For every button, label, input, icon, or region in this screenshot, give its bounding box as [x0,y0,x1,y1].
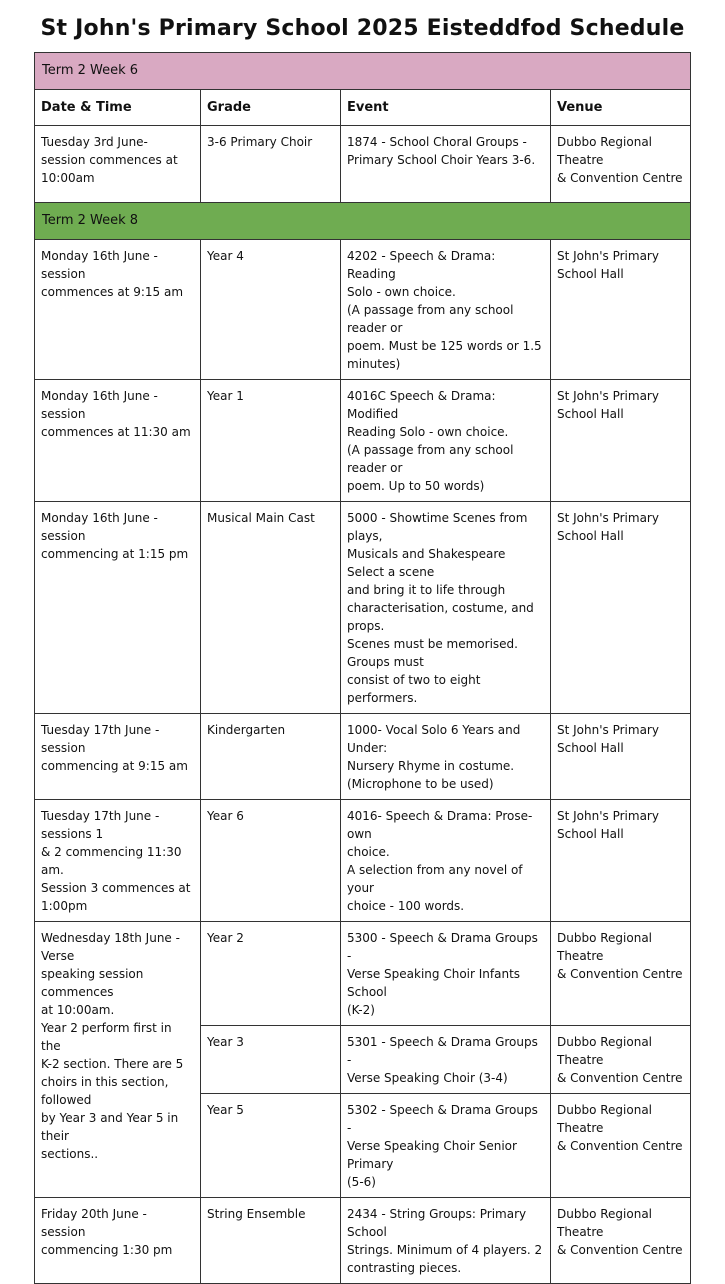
term-row-week6 [35,53,691,90]
cell-line: St John's Primary [557,389,659,403]
venue-cell [551,126,691,203]
table-row [35,126,691,203]
event-cell [341,126,551,203]
cell-line: 10:00am [41,171,95,185]
table-row [35,1198,691,1284]
cell-line: Primary School Choir Years 3-6. [347,153,536,167]
venue-cell [551,240,691,380]
cell-line: Solo - own choice. [347,285,456,299]
cell-line: commences at 11:30 am [41,425,191,439]
venue-cell [551,380,691,502]
cell-line: School Hall [557,407,624,421]
cell-line: and bring it to life through [347,583,506,597]
cell-line: (Microphone to be used) [347,777,494,791]
table-row [35,922,691,1026]
venue-cell [551,714,691,800]
cell-line: Scenes must be memorised. Groups must [347,637,518,669]
cell-line: Friday 20th June - session [41,1207,147,1239]
cell-line: St John's Primary [557,723,659,737]
cell-line: & Convention Centre [557,1071,683,1085]
event-cell [341,502,551,714]
cell-line: 4016- Speech & Drama: Prose- own [347,809,533,841]
cell-line: & Convention Centre [557,1243,683,1257]
cell-line: Dubbo Regional Theatre [557,1207,653,1239]
cell-line: Tuesday 17th June - sessions 1 [41,809,160,841]
cell-line: Tuesday 17th June - session [41,723,160,755]
cell-line: 5302 - Speech & Drama Groups - [347,1103,538,1135]
event-cell [341,922,551,1026]
cell-line: Session 3 commences at [41,881,191,895]
cell-line: Dubbo Regional Theatre [557,931,653,963]
header-event: Event [341,90,551,126]
cell-line: Wednesday 18th June - Verse [41,931,180,963]
cell-line: School Hall [557,529,624,543]
cell-line: (A passage from any school reader or [347,443,514,475]
grade-cell: 3-6 Primary Choir [201,126,341,203]
cell-line: sections.. [41,1147,99,1161]
event-cell [341,714,551,800]
cell-line: 2434 - String Groups: Primary School [347,1207,527,1239]
header-row [35,90,691,126]
date-cell [35,1198,201,1284]
cell-line: by Year 3 and Year 5 in their [41,1111,179,1143]
cell-line: speaking session commences [41,967,144,999]
cell-line: Verse Speaking Choir (3-4) [347,1071,508,1085]
cell-line: Nursery Rhyme in costume. [347,759,515,773]
venue-cell [551,800,691,922]
cell-line: St John's Primary [557,809,659,823]
cell-line: Verse Speaking Choir Senior Primary [347,1139,517,1171]
cell-line: Dubbo Regional Theatre [557,1103,653,1135]
cell-line: characterisation, costume, and props. [347,601,534,633]
cell-line: 1874 - School Choral Groups - [347,135,527,149]
cell-line: 5000 - Showtime Scenes from plays, [347,511,528,543]
term-label: Term 2 Week 6 [35,53,691,90]
grade-cell: String Ensemble [201,1198,341,1284]
venue-cell [551,922,691,1026]
date-cell [35,922,201,1198]
event-cell [341,1026,551,1094]
header-date: Date & Time [35,90,201,126]
cell-line: 5301 - Speech & Drama Groups - [347,1035,538,1067]
cell-line: K-2 section. There are 5 [41,1057,184,1071]
venue-cell [551,502,691,714]
venue-cell [551,1094,691,1198]
grade-cell: Year 1 [201,380,341,502]
cell-line: 4202 - Speech & Drama: Reading [347,249,496,281]
cell-line: commencing at 9:15 am [41,759,188,773]
cell-line: consist of two to eight performers. [347,673,481,705]
cell-line: & 2 commencing 11:30 am. [41,845,182,877]
cell-line: School Hall [557,267,624,281]
cell-line: Reading Solo - own choice. [347,425,509,439]
cell-line: 1:00pm [41,899,88,913]
date-cell [35,502,201,714]
cell-line: (K-2) [347,1003,375,1017]
event-cell [341,1198,551,1284]
grade-cell: Year 6 [201,800,341,922]
cell-line: choice. [347,845,390,859]
cell-line: School Hall [557,827,624,841]
cell-line: Verse Speaking Choir Infants School [347,967,521,999]
cell-line: at 10:00am. [41,1003,115,1017]
event-cell [341,380,551,502]
cell-line: commencing at 1:15 pm [41,547,189,561]
cell-line: poem. Up to 50 words) [347,479,485,493]
cell-line: contrasting pieces. [347,1261,462,1275]
event-cell [341,800,551,922]
cell-line: & Convention Centre [557,967,683,981]
cell-line: A selection from any novel of your [347,863,523,895]
date-cell [35,240,201,380]
header-grade: Grade [201,90,341,126]
cell-line: (A passage from any school reader or [347,303,514,335]
table-row [35,800,691,922]
cell-line: 5300 - Speech & Drama Groups - [347,931,538,963]
cell-line: poem. Must be 125 words or 1.5 [347,339,542,353]
date-cell [35,714,201,800]
cell-line: Tuesday 3rd June- [41,135,148,149]
table-row [35,380,691,502]
cell-line: Monday 16th June - session [41,249,158,281]
date-cell [35,800,201,922]
cell-line: Strings. Minimum of 4 players. 2 [347,1243,543,1257]
cell-line: Monday 16th June - session [41,389,158,421]
page-title: St John's Primary School 2025 Eisteddfod Schedule [40,16,685,41]
cell-line: Musicals and Shakespeare Select a scene [347,547,506,579]
venue-cell [551,1198,691,1284]
header-venue: Venue [551,90,691,126]
cell-line: minutes) [347,357,401,371]
cell-line: St John's Primary [557,511,659,525]
schedule-table [34,52,691,1284]
grade-cell: Year 4 [201,240,341,380]
cell-line: choirs in this section, followed [41,1075,169,1107]
event-cell [341,1094,551,1198]
table-row [35,240,691,380]
date-cell [35,380,201,502]
cell-line: Dubbo Regional Theatre [557,1035,653,1067]
grade-cell: Musical Main Cast [201,502,341,714]
grade-cell: Year 3 [201,1026,341,1094]
grade-cell: Year 5 [201,1094,341,1198]
cell-line: St John's Primary [557,249,659,263]
cell-line: 1000- Vocal Solo 6 Years and Under: [347,723,521,755]
table-row [35,502,691,714]
venue-cell [551,1026,691,1094]
cell-line: commencing 1:30 pm [41,1243,173,1257]
cell-line: (5-6) [347,1175,376,1189]
table-row [35,714,691,800]
cell-line: commences at 9:15 am [41,285,184,299]
cell-line: choice - 100 words. [347,899,465,913]
cell-line: & Convention Centre [557,1139,683,1153]
cell-line: & Convention Centre [557,171,683,185]
cell-line: Monday 16th June - session [41,511,158,543]
grade-cell: Year 2 [201,922,341,1026]
term-row-week8 [35,203,691,240]
grade-cell: Kindergarten [201,714,341,800]
cell-line: Dubbo Regional Theatre [557,135,653,167]
cell-line: session commences at [41,153,178,167]
cell-line: School Hall [557,741,624,755]
cell-line: 4016C Speech & Drama: Modified [347,389,496,421]
date-cell [35,126,201,203]
cell-line: Year 2 perform first in the [41,1021,172,1053]
term-label: Term 2 Week 8 [35,203,691,240]
event-cell [341,240,551,380]
